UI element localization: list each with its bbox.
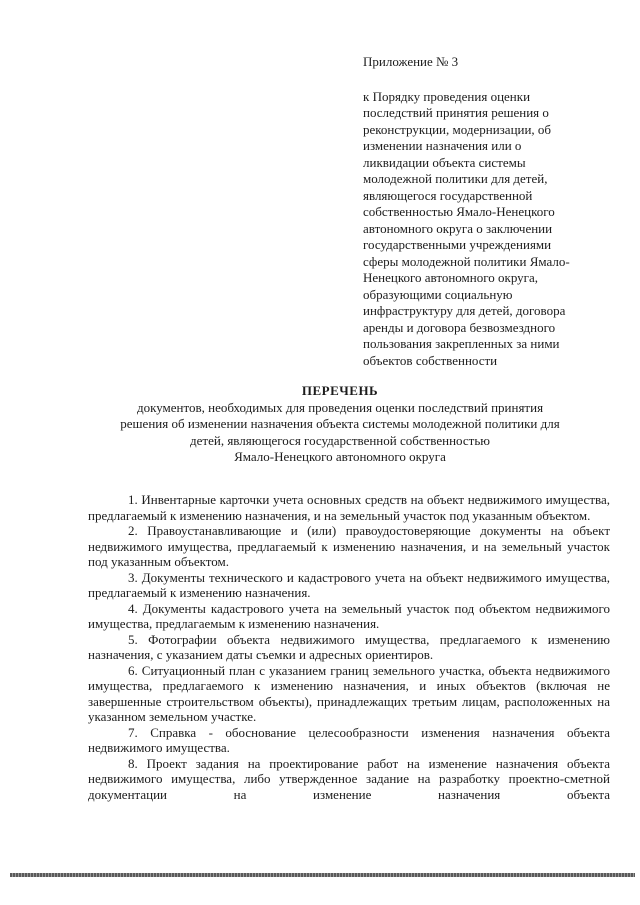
list-item: 6. Ситуационный план с указанием границ земельного участка, объекта недвижимого имущества, предлагаемого к изменению назначения, и иных объектов (включая не завершенные строительством объекты), принадлежащих третьим лицам, расположенных на указанном земельном участке. bbox=[88, 662, 610, 724]
list-item: 3. Документы технического и кадастрового учета на объект недвижимого имущества, предлагаемый к изменению назначения. bbox=[88, 569, 610, 600]
documents-list bbox=[88, 492, 610, 802]
document-title: ПЕРЕЧЕНЬ bbox=[301, 383, 379, 398]
list-item: 4. Документы кадастрового учета на земельный участок под объектом недвижимого имущества, предлагаемым к изменению назначения. bbox=[88, 600, 610, 631]
list-item: 1. Инвентарные карточки учета основных средств на объект недвижимого имущества, предлагаемый к изменению назначения, и на земельный участок под указанным объектом. bbox=[88, 492, 610, 523]
list-item: 8. Проект задания на проектирование работ на изменение назначения объекта недвижимого имущества, либо утвержденное задание на разработку проектно-сметной документации на изменение назначения объекта bbox=[88, 755, 610, 802]
list-item: 2. Правоустанавливающие и (или) правоудостоверяющие документы на объект недвижимого имущества, предлагаемый к изменению назначения, и на земельный участок под указанным объектом. bbox=[88, 523, 610, 569]
document-subtitle: документов, необходимых для проведения оценки последствий принятия решения об изменении назначения объекта системы молодежной политики для детей, являющегося государственной собственностью Ямало-Ненецкого автономного округа bbox=[120, 399, 560, 464]
appendix-header bbox=[363, 54, 613, 369]
appendix-reference: к Порядку проведения оценки последствий принятия решения о реконструкции, модернизации, об изменении назначения или о ликвидации объекта системы молодежной политики для детей, являющегося государственной собственностью Ямало-Ненецкого автономного округа о заключении государственными учреждениями сферы молодежной политики Ямало- Ненецкого автономного округа, образующими социальную инфраструктуру для детей, договора аренды и договора безвозмездного пользования закрепленных за ними объектов собственности bbox=[363, 88, 570, 368]
list-item: 7. Справка - обоснование целесообразности изменения назначения объекта недвижимого имущества. bbox=[88, 724, 610, 755]
list-item: 5. Фотографии объекта недвижимого имущества, предлагаемого к изменению назначения, с указанием даты съемки и адресных ориентиров. bbox=[88, 631, 610, 662]
document-heading bbox=[70, 383, 610, 466]
scan-bottom-border bbox=[10, 873, 635, 877]
appendix-number: Приложение № 3 bbox=[363, 54, 459, 69]
